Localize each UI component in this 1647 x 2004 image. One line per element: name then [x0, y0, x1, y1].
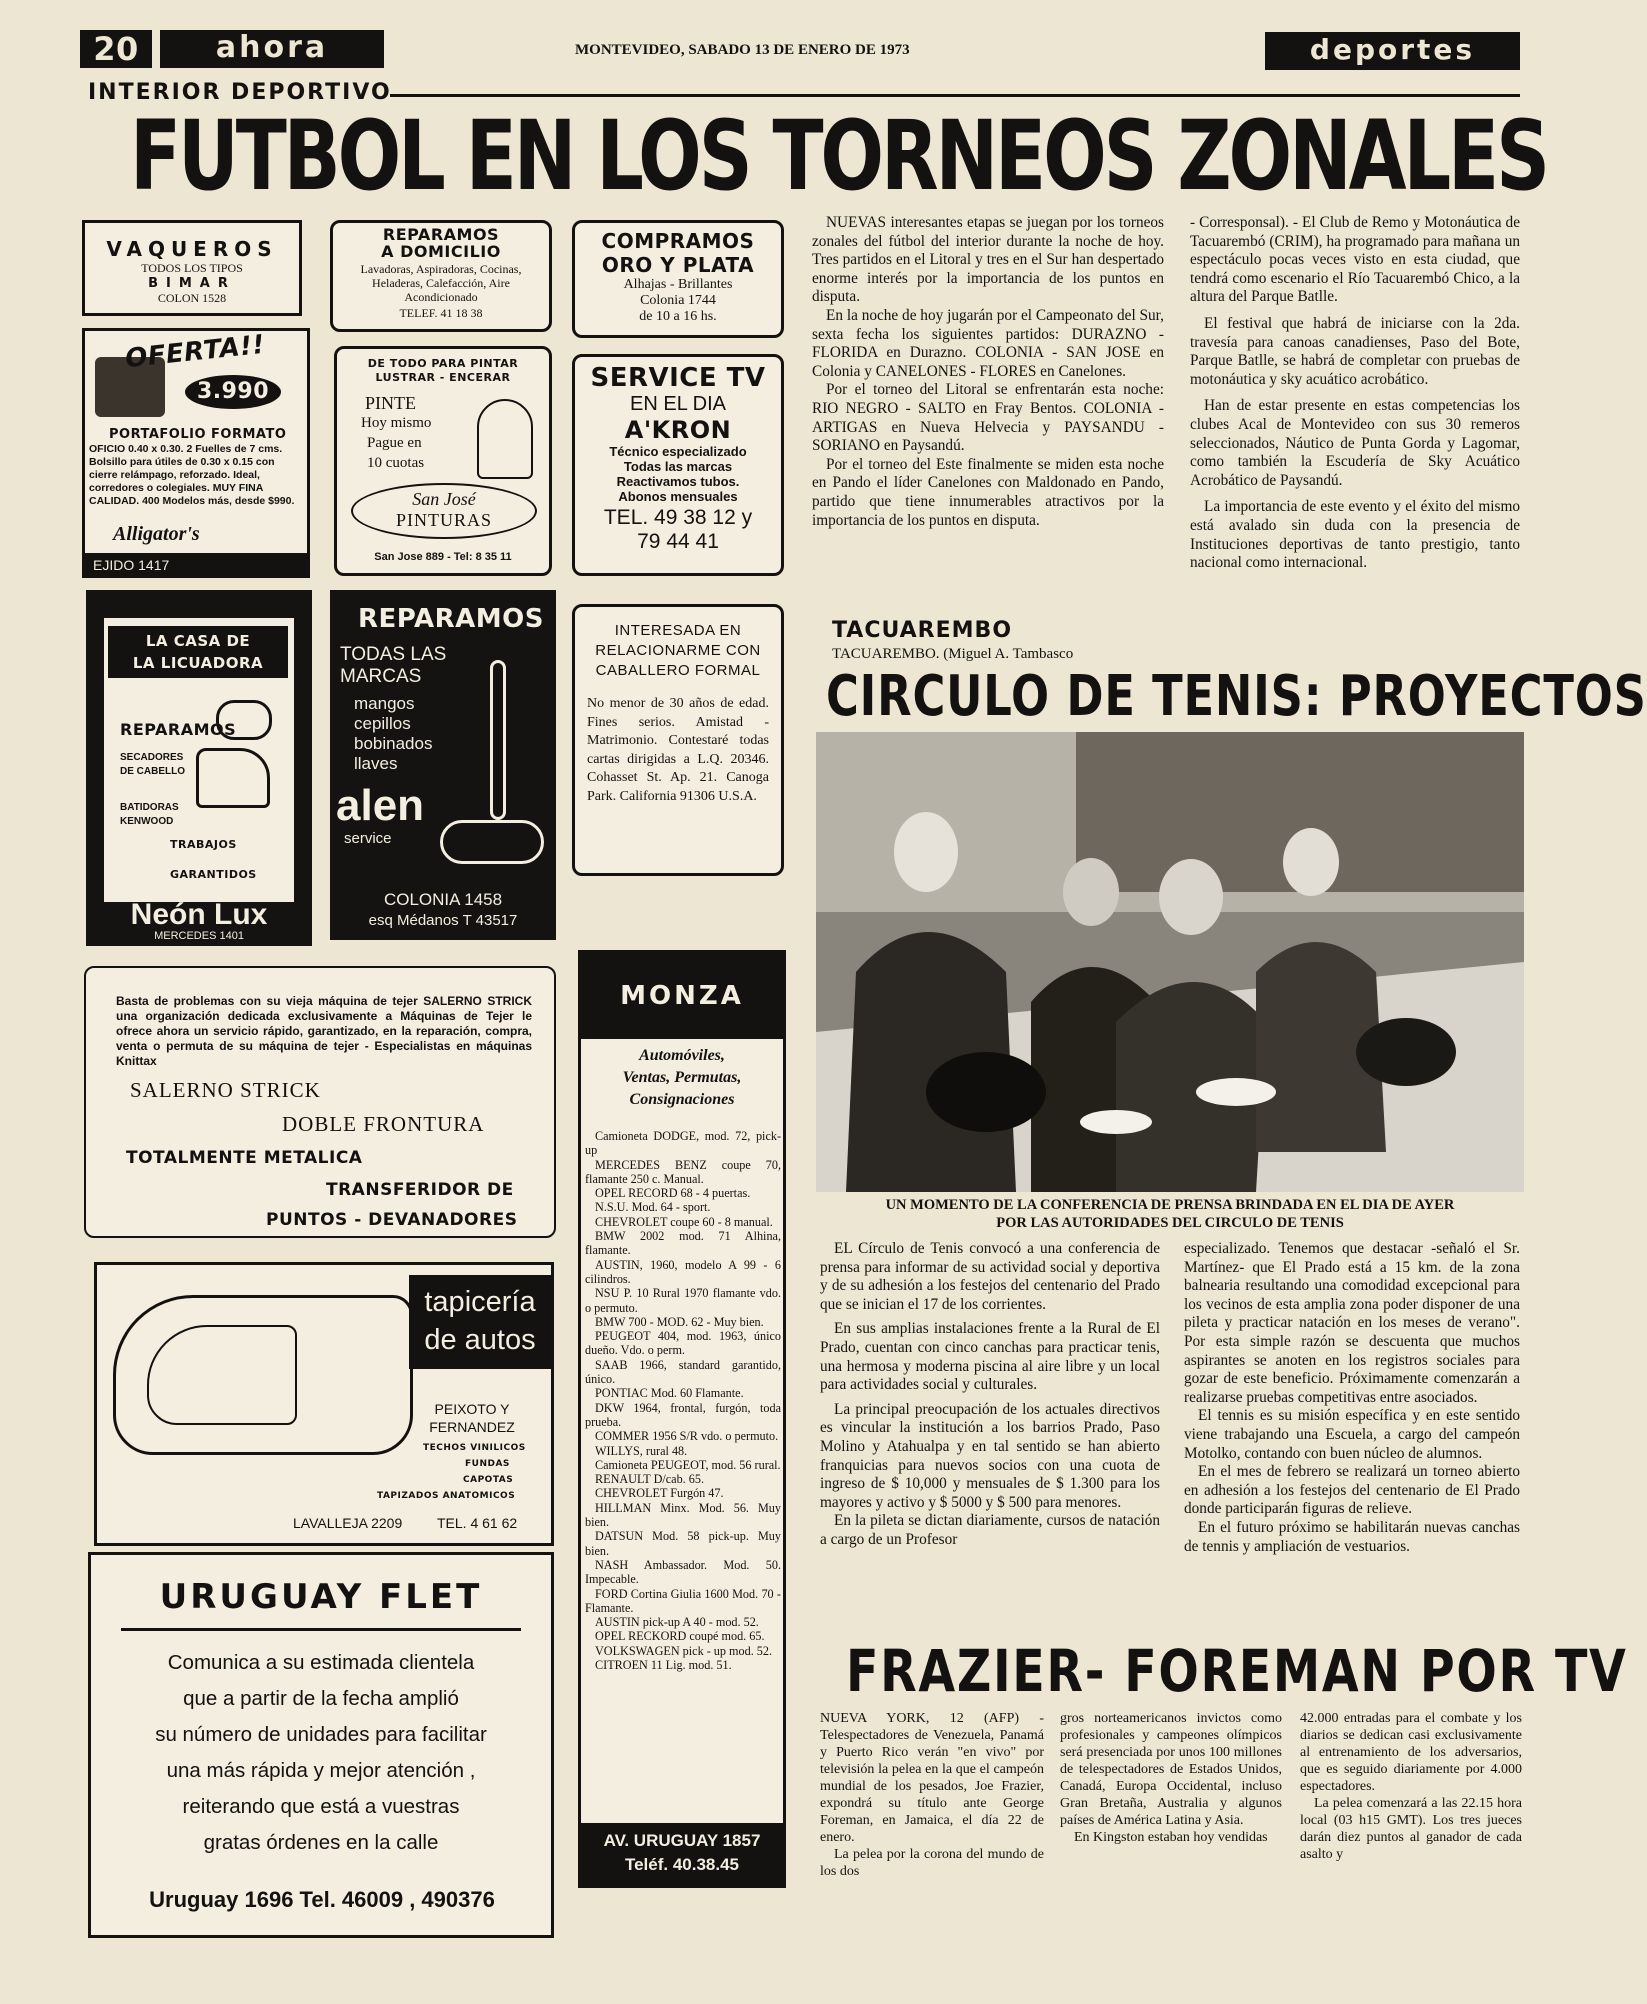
alen-title: REPARAMOS	[358, 604, 544, 634]
akron-sub: EN EL DIA	[630, 393, 726, 415]
frazier-c3: 42.000 entradas para el combate y los diarios se dedican casi exclusivamente al entrenamiento de los adversarios, que es seguido diariamente por 4.000 espectadores.	[1300, 1711, 1522, 1794]
monza-phone: Teléf. 40.38.45	[624, 1855, 740, 1874]
licuadora-repair: REPARAMOS	[120, 720, 237, 739]
akron-name: A'KRON	[624, 416, 732, 444]
page-number: 20	[80, 30, 152, 68]
flet-line: reiterando que está a vuestras	[182, 1795, 460, 1818]
oferta-label: OFERTA!!	[123, 329, 267, 375]
licuadora-address: MERCEDES 1401	[154, 930, 244, 942]
tapiceria-address: LAVALLEJA 2209	[293, 1515, 403, 1531]
tenis-p5: especializado. Tenemos que destacar -señaló el Sr. Martínez- que El Prado está a 15 km. de la zona balnearia resultando una comodidad excepcional para los vecinos de esta amplia zona poder disponer de una pileta y practicar natación en los meses de verano". Por esta simple razón se descuenta que muchos aspirantes se anoten en los registros sociales para gozar de este beneficio. Próximamente comenzarán a realizarse pruebas competitivas entre asociados.	[1184, 1240, 1520, 1406]
flet-lines	[101, 1645, 541, 1861]
monza-list-item: SAAB 1966, standard garantido, único.	[585, 1357, 781, 1387]
ad-vaqueros	[82, 220, 302, 316]
frazier-col1	[820, 1710, 1044, 1880]
ad-reparamos-domicilio	[330, 220, 552, 332]
masthead	[80, 28, 1520, 72]
dryer-icon	[216, 700, 272, 740]
monza-h1: Automóviles,	[639, 1047, 725, 1064]
tenis-p8: En el futuro próximo se habilitarán nuevas canchas de tennis y ampliación de vestuarios.	[1184, 1518, 1520, 1555]
flet-line: Comunica a su estimada clientela	[167, 1651, 475, 1674]
pinte-l1: PINTE	[365, 393, 416, 413]
vaqueros-brand: BIMAR	[148, 276, 236, 291]
alen-l3: mangos	[354, 694, 415, 713]
alligators-address: EJIDO 1417	[85, 553, 307, 577]
frazier-headline-box	[846, 1637, 1628, 1705]
alen-l6: llaves	[354, 754, 398, 773]
monza-h2: Ventas, Permutas,	[622, 1069, 742, 1086]
headline: FUTBOL EN LOS TORNEOS ZONALES	[130, 100, 1547, 212]
tapiceria-title1: tapicería	[424, 1286, 536, 1318]
tenis-p3: La principal preocupación de los actuales directivos es vincular la institución a los barrios Prado, Paso Molino y Atahualpa y en tal sentido se han abierto franquicias para nuevos socios con una cuota de ingreso de $ 10,000 y mensuales de $ 1.300 para los mayores y activo y $ 5000 y $ 500 para menores.	[820, 1400, 1160, 1511]
monza-list	[585, 1129, 781, 1672]
monza-list-item: FORD Cortina Giulia 1600 Mod. 70 - Flamante.	[585, 1586, 781, 1615]
akron-phone2: 79 44 41	[637, 530, 719, 553]
oro-title2: ORO Y PLATA	[601, 253, 755, 277]
monza-list-item: HILLMAN Minx. Mod. 56. Muy bien.	[585, 1500, 781, 1530]
dateline: MONTEVIDEO, SABADO 13 DE ENERO DE 1973	[575, 42, 910, 58]
licuadora-l6: GARANTIDOS	[170, 868, 257, 881]
product-name: PORTAFOLIO FORMATO	[109, 427, 287, 442]
pinte-footer: San Jose 889 - Tel: 8 35 11	[374, 551, 512, 563]
article-zonales	[812, 214, 1164, 530]
frazier-c1: NUEVA YORK, 12 (AFP) - Telespectadores de Venezuela, Panamá y Puerto Rico verán "en vivo" por televisión la pelea en la que el campeón mundial de los pesados, Joe Frazier, expondrá su título ante George Foreman, en Jamaica, el día 22 de enero.	[820, 1711, 1044, 1845]
tapiceria-phone: TEL. 4 61 62	[437, 1515, 518, 1531]
tacuarembo-byline: TACUAREMBO. (Miguel A. Tambasco	[832, 646, 1074, 662]
salerno-l4: TRANSFERIDOR DE	[326, 1180, 514, 1200]
article-tacuarembo	[1190, 214, 1520, 573]
salerno-l5: PUNTOS - DEVANADORES	[266, 1210, 518, 1230]
vacuum-base	[440, 820, 544, 864]
product-desc: OFICIO 0.40 x 0.30. 2 Fuelles de 7 cms. Bolsillo para útiles de 0.30 x 0.15 con cierre relámpago, reforzado. Ideal, corredores o colegiales. MUY FINA CALIDAD. 400 Modelos más, desde $990.	[89, 443, 295, 507]
tapiceria-l4: FUNDAS	[465, 1459, 510, 1469]
tapiceria-title2: de autos	[424, 1324, 536, 1356]
flet-line: su número de unidades para facilitar	[155, 1723, 487, 1746]
tenis-col1	[820, 1240, 1160, 1550]
ad-tapiceria	[94, 1262, 554, 1546]
pinte-l3: Pague en	[367, 435, 422, 451]
mixer-icon	[196, 748, 270, 808]
paper-name: ahora	[160, 30, 384, 68]
oferta-price: 3.990	[185, 375, 281, 409]
monza-list-item: DKW 1964, frontal, furgón, toda prueba.	[585, 1400, 781, 1429]
ad-pinte	[334, 346, 552, 576]
tacuarembo-p2: El festival que habrá de iniciarse con la 2da. travesía para canoas canadienses, Paso del Bote, Parque Batlle, se habrá de completar con pruebas de motonáutica y sky acuático acrobático.	[1190, 314, 1520, 388]
headline-box	[130, 100, 1547, 212]
tapiceria-l2: FERNANDEZ	[429, 1419, 515, 1435]
licuadora-title1: LA CASA DE	[145, 632, 251, 650]
monza-list-item: NSU P. 10 Rural 1970 flamante vdo. o permuto.	[585, 1286, 781, 1315]
alen-brand: alen	[336, 781, 425, 830]
alen-l4: cepillos	[354, 714, 411, 733]
vacuum-icon	[490, 660, 506, 820]
salerno-l1: SALERNO STRICK	[130, 1078, 321, 1102]
tenis-caption	[816, 1196, 1524, 1232]
domicilio-title: REPARAMOS	[382, 225, 500, 244]
ad-licuadora	[86, 590, 312, 946]
monza-list-item: PONTIAC Mod. 60 Flamante.	[595, 1386, 744, 1401]
tapiceria-l3: TECHOS VINILICOS	[423, 1443, 526, 1453]
licuadora-l3: BATIDORAS	[120, 802, 179, 813]
salerno-l3: TOTALMENTE METALICA	[126, 1148, 363, 1168]
monza-list-item: CHEVROLET Furgón 47.	[595, 1486, 724, 1501]
tenis-headline: CIRCULO DE TENIS: PROYECTOS	[826, 664, 1647, 729]
monza-list-item: COMMER 1956 S/R vdo. o permuto.	[595, 1429, 779, 1444]
flet-line: que a partir de la fecha amplió	[183, 1687, 459, 1710]
licuadora-l1: SECADORES	[120, 752, 184, 763]
tenis-caption1: UN MOMENTO DE LA CONFERENCIA DE PRENSA BRINDADA EN EL DIA DE AYER	[885, 1197, 1455, 1213]
oro-line: Alhajas - Brillantes	[623, 277, 733, 292]
monza-list-item: WILLYS, rural 48.	[595, 1443, 688, 1458]
akron-phone1: TEL. 49 38 12 y	[603, 506, 753, 529]
tenis-p7: En el mes de febrero se realizará un torneo abierto en adhesión a los festejos del centenario de El Prado donde participarán figuras de relieve.	[1184, 1463, 1520, 1518]
monza-list-item: AUSTIN pick-up A 40 - mod. 52.	[595, 1615, 759, 1630]
tacuarembo-p3: Han de estar presente en estas competencias los clubes Acal de Montevideo con sus 30 remeros seleccionados, Náutico de Punta Gorda y Lagomar, como también la Escudería de Sky Acuático Acrobático de Paysandú.	[1190, 397, 1520, 489]
alen-address: COLONIA 1458	[383, 890, 503, 909]
zonales-p2: En la noche de hoy jugarán por el Campeonato del Sur, sexta fecha los siguientes partidos: DURAZNO - FLORIDA en Durazno. COLONIA - SAN JOSE en Colonia y CANELONES - FLORES en Canelones.	[812, 306, 1164, 380]
monza-list-item: Camioneta PEUGEOT, mod. 56 rural.	[595, 1457, 781, 1472]
monza-list-item: MERCEDES BENZ coupe 70, flamante 250 c. Manual.	[585, 1157, 781, 1186]
pinte-brand1: San José	[412, 489, 476, 509]
domicilio-body: Lavadoras, Aspiradoras, Cocinas, Heladeras, Calefacción, Aire Acondicionado	[360, 262, 522, 304]
licuadora-l2: DE CABELLO	[120, 766, 185, 777]
flet-line: gratas órdenes en la calle	[203, 1831, 439, 1854]
tapiceria-l6: TAPIZADOS ANATOMICOS	[377, 1491, 516, 1501]
pinte-brand	[351, 483, 537, 539]
car-seat-back	[147, 1325, 297, 1425]
pinte-l4: 10 cuotas	[367, 455, 425, 471]
akron-l4: Abonos mensuales	[618, 489, 738, 504]
zonales-p1: NUEVAS interesantes etapas se juegan por los torneos zonales del fútbol del interior durante la noche de hoy. Tres partidos en el Litoral y tres en el Sur han despertado enorme interés por la importancia de los puntos en disputa.	[812, 214, 1164, 306]
painter-icon	[477, 399, 533, 479]
tacuarembo-p1: - Corresponsal). - El Club de Remo y Motonáutica de Tacuarembó (CRIM), ha programado para mañana un espectáculo pocas veces visto en esta ciudad, que tendrá como escenario el Río Tacuarembó Chico, a la altura del Parque Batlle.	[1190, 214, 1520, 306]
vaqueros-address: COLON 1528	[157, 291, 227, 305]
frazier-c2b: En Kingston estaban hoy vendidas	[1074, 1830, 1268, 1845]
flet-line: una más rápida y mejor atención ,	[166, 1759, 476, 1782]
monza-heading	[581, 1045, 783, 1111]
monza-list-item: DATSUN Mod. 58 pick-up. Muy bien.	[585, 1529, 781, 1558]
salerno-intro: Basta de problemas con su vieja máquina de tejer SALERNO STRICK una organización dedicada exclusivamente a Máquinas de Tejer le ofrece ahora un servicio rápido, garantizado, en la reparación, compra, venta o permuta de su máquina de tejer - Especialistas en máquinas Knittax	[116, 994, 532, 1068]
zonales-p3: Por el torneo del Litoral se enfrentarán esta noche: RIO NEGRO - SALTO en Fray Bentos. COLONIA - ARTIGAS en Nueva Helvecia y PAYSANDU - SORIANO en Paysandú.	[812, 381, 1164, 455]
tacuarembo-p4: La importancia de este evento y el éxito del mismo está avalado sin duda con la presencia de Instituciones deportivas de tanto prestigio, tanto nacional como internacional.	[1190, 498, 1520, 572]
licuadora-title2: LA LICUADORA	[132, 654, 264, 672]
alen-l5: bobinados	[354, 734, 433, 753]
licuadora-l5: TRABAJOS	[170, 838, 237, 851]
neonlux-brand: Neón Lux	[130, 898, 268, 931]
tacuarembo-subhead: TACUAREMBO	[832, 618, 1013, 643]
flet-footer: Uruguay 1696 Tel. 46009 , 490376	[149, 1887, 495, 1912]
monza-list-item: VOLKSWAGEN pick - up mod. 52.	[595, 1643, 773, 1658]
frazier-col2	[1060, 1710, 1282, 1846]
licuadora-l4: KENWOOD	[120, 816, 174, 827]
alen-l2: MARCAS	[340, 666, 422, 687]
oro-address: Colonia 1744	[640, 293, 716, 308]
monza-list-item: PEUGEOT 404, mod. 1963, único dueño. Vdo. o perm.	[585, 1329, 781, 1358]
ad-alligators	[82, 328, 310, 578]
ad-personal	[572, 604, 784, 876]
ad-alen	[330, 590, 556, 940]
tenis-p6: El tennis es su misión específica y en este sentido viene trabajando una Escuela, a cargo del campeón Motolko, contando con buen núcleo de alumnos.	[1184, 1407, 1520, 1462]
frazier-c2: gros norteamericanos invictos como profesionales y campeones olímpicos será presenciada por unos 100 millones de telespectadores de Estados Unidos, Canadá, Europa Occidental, incluso Gran Bretaña, Australia y algunos países de América Latina y Asia.	[1060, 1711, 1282, 1828]
monza-list-item: BMW 700 - MOD. 62 - Muy bien.	[595, 1314, 764, 1329]
monza-list-item: N.S.U. Mod. 64 - sport.	[595, 1200, 711, 1215]
tenis-p2: En sus amplias instalaciones frente a la Rural de El Prado, cuentan con cinco canchas para practicar tenis, una hermosa y moderna piscina al aire libre y un local para actividades social y culturales.	[820, 1320, 1160, 1394]
tenis-col2	[1184, 1240, 1520, 1556]
frazier-c1b: La pelea por la corona del mundo de los dos	[820, 1847, 1044, 1879]
frazier-headline: FRAZIER- FOREMAN POR TV	[846, 1637, 1628, 1705]
monza-title: MONZA	[581, 953, 783, 1039]
personal-title: INTERESADA EN RELACIONARME CON CABALLERO FORMAL	[595, 622, 761, 679]
domicilio-phone: TELEF. 41 18 38	[399, 306, 483, 320]
akron-l3: Reactivamos tubos.	[616, 474, 740, 489]
monza-h3: Consignaciones	[629, 1091, 735, 1108]
brand-alligators: Alligator's	[113, 523, 200, 545]
akron-title: SERVICE TV	[590, 363, 766, 393]
akron-l2: Todas las marcas	[623, 459, 733, 474]
tapiceria-l1: PEIXOTO Y	[434, 1401, 510, 1417]
alen-service: service	[344, 830, 392, 847]
tapiceria-l5: CAPOTAS	[463, 1475, 514, 1485]
monza-list-item: OPEL RECORD 68 - 4 puertas.	[595, 1186, 751, 1201]
personal-body: No menor de 30 años de edad. Fines serios. Amistad - Matrimonio. Contestaré todas cartas dirigidas a L.Q. 20346. Cohasset St. Ap. 21. Canoga Park. California 91306 U.S.A.	[587, 696, 769, 804]
zonales-p4: Por el torneo del Este finalmente se miden esta noche en Pando el líder Canelones con Maldonado en Pando, partido que tiene innumerables atractivos por la importancia de los puntos en disputa.	[812, 455, 1164, 529]
section-name: deportes	[1265, 32, 1520, 70]
frazier-c3b: La pelea comenzará a las 22.15 hora local (03 h15 GMT). Los tres jueces darán diez puntos al ganador de cada asalto y	[1300, 1796, 1522, 1862]
pinte-l2: Hoy mismo	[361, 415, 432, 431]
licuadora-title	[108, 626, 288, 678]
oro-hours: de 10 a 16 hs.	[639, 309, 717, 324]
vaqueros-line: TODOS LOS TIPOS	[141, 261, 243, 275]
tapiceria-title	[409, 1275, 551, 1369]
monza-list-item: Camioneta DODGE, mod. 72, pick-up	[585, 1129, 781, 1158]
ad-monza	[578, 950, 786, 1888]
ad-salerno	[84, 966, 556, 1238]
ad-akron	[572, 354, 784, 576]
kicker: INTERIOR DEPORTIVO	[88, 80, 392, 105]
monza-list-item: BMW 2002 mod. 71 Alhina, flamante.	[585, 1229, 781, 1258]
monza-list-item: RENAULT D/cab. 65.	[595, 1472, 705, 1487]
monza-list-item: OPEL RECKORD coupé mod. 65.	[595, 1629, 765, 1644]
tenis-p4: En la pileta se dictan diariamente, cursos de natación a cargo de un Profesor	[820, 1512, 1160, 1548]
monza-list-item: CITROEN 11 Lig. mod. 51.	[595, 1657, 732, 1672]
salerno-l2: DOBLE FRONTURA	[282, 1112, 485, 1136]
press-conference-photo	[816, 732, 1524, 1192]
oro-title: COMPRAMOS	[601, 229, 755, 253]
tenis-caption2: POR LAS AUTORIDADES DEL CIRCULO DE TENIS	[996, 1215, 1344, 1231]
ad-uruguay-flet	[88, 1552, 554, 1938]
flet-title: URUGUAY FLET	[159, 1577, 483, 1617]
monza-address: AV. URUGUAY 1857	[603, 1831, 761, 1850]
tenis-p1: EL Círculo de Tenis convocó a una conferencia de prensa para informar de su actividad social y deportiva y de su adhesión a los festejos del centenario del Prado que se inician el 17 de los corrientes.	[820, 1240, 1160, 1313]
tenis-headline-box	[826, 664, 1647, 729]
pinte-brand2: PINTURAS	[395, 510, 492, 530]
pinte-top: DE TODO PARA PINTAR LUSTRAR - ENCERAR	[367, 357, 519, 384]
alen-l1: TODAS LAS	[340, 644, 447, 665]
monza-footer	[581, 1823, 783, 1885]
domicilio-title2: A DOMICILIO	[381, 242, 501, 261]
alen-address2: esq Médanos T 43517	[368, 912, 518, 929]
akron-l1: Técnico especializado	[609, 444, 747, 459]
monza-list-item: CHEVROLET coupe 60 - 8 manual.	[595, 1214, 773, 1229]
ad-oro-plata	[572, 220, 784, 338]
vaqueros-title: VAQUEROS	[106, 237, 278, 261]
kicker-rule	[390, 94, 1520, 97]
monza-list-item: AUSTIN, 1960, modelo A 99 - 6 cilindros.	[585, 1257, 781, 1286]
monza-list-item: NASH Ambassador. Mod. 50. Impecable.	[585, 1557, 781, 1587]
frazier-col3	[1300, 1710, 1522, 1863]
